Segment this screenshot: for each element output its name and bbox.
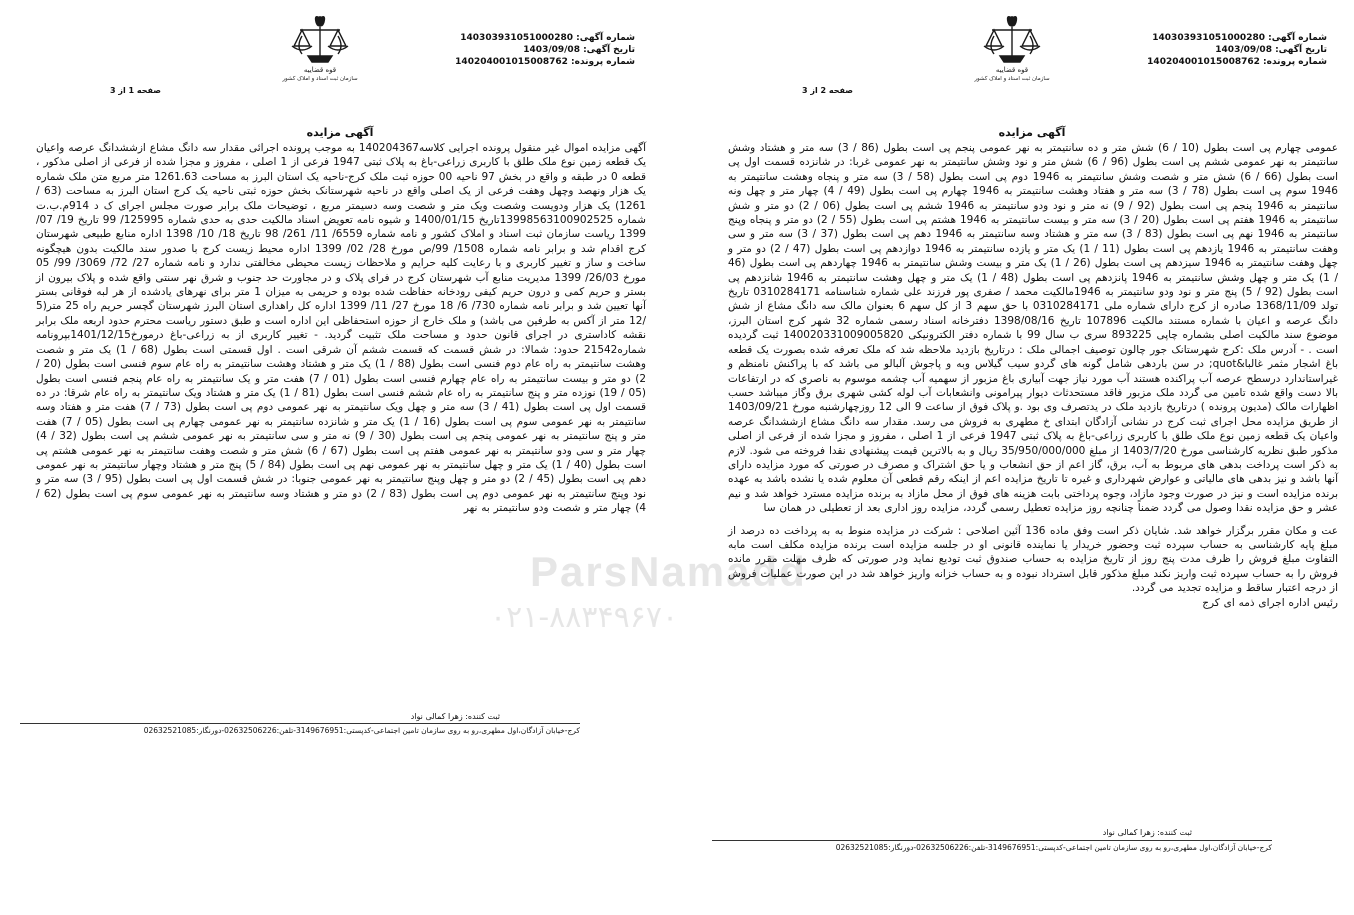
notice-body <box>728 141 1338 610</box>
notice-title: آگهی مزایده <box>998 126 1066 139</box>
notice-body <box>36 141 646 516</box>
notice-title: آگهی مزایده <box>306 126 374 139</box>
notice-meta <box>1127 32 1327 68</box>
judiciary-emblem-icon <box>280 12 360 82</box>
office-address-footer: کرج-خیابان آزادگان،اول مطهری،رو به روی سازمان تامین اجتماعی-کدپستی:3149676951-تلفن:02632506226-دورنگار:02632521085 <box>20 723 580 735</box>
watermark-phone: ۰۲۱-۸۸۳۴۹۶۷۰ <box>490 600 679 635</box>
file-number: شماره پرونده: 140204001015008762 <box>1147 57 1327 67</box>
notice-meta <box>435 32 635 68</box>
judiciary-emblem-icon <box>972 12 1052 82</box>
logo-line-2: سازمان ثبت اسناد و املاک کشور <box>282 76 358 82</box>
watermark-brand: ParsNamadd <box>530 548 807 595</box>
ad-number: شماره آگهی: 140303931051000280 <box>1152 33 1327 43</box>
office-address-footer: کرج-خیابان آزادگان،اول مطهری،رو به روی سازمان تامین اجتماعی-کدپستی:3149676951-تلفن:02632506226-دورنگار:02632521085 <box>712 840 1272 852</box>
notice-closing: رئیس اداره اجرای ذمه ای کرج <box>1202 596 1338 609</box>
page-number: صفحه 1 از 3 <box>110 86 161 95</box>
notice-paragraph: عت و مکان مقرر برگزار خواهد شد. شایان ذکر است وفق ماده 136 آئین اصلاحی : شرکت در مزایده منوط به به پرداخت ده درصد از مبلغ پایه کارشناسی به حساب سپرده ثبت وحضور خریدار یا نماینده قانونی او در جلسه مزایده است برنده مزایده مکلف است مابه التفاوت مبلغ فروش را ظرف مدت پنج روز از تاریخ مزایده به حساب صندوق ثبت تودیع نماید ودر صورتی که ظرف مهلت مقرر مانده فروش را به حساب سپرده ثبت واریز نکند مبلغ مذکور قابل استرداد نبوده و به حساب خزانه واریز خواهد شد در این صورت عملیات فروش از درجه اعتبار ساقط و مزایده تجدید می گردد. <box>728 524 1338 595</box>
logo-line-1: قوه قضاییه <box>303 66 337 74</box>
file-number: شماره پرونده: 140204001015008762 <box>455 57 635 67</box>
logo-line-1: قوه قضاییه <box>995 66 1029 74</box>
notice-page-1 <box>20 0 660 915</box>
notice-paragraph: آگهی مزایده اموال غیر منقول پرونده اجرایی کلاسه140204367 به موجب پرونده اجرائی مقدار سه دانگ مشاع ازششدانگ عرصه واعیان یک قطعه زمین نوع ملک طلق با کاربری زراعی-باغ به پلاک ثبتی 1947 فرعی از 1 اصلی ، مفروز و مجزا شده از فرعی از اصلی مذکور ، قطعه 0 در طبقه و واقع در بخش 97 ناحیه 00 حوزه ثبت ملک کرج-ناحیه یک استان البرز به مساحت 1261.63 متر مربع متن ملک شماره یک هزار ونهصد وچهل وهفت فرعی از یک اصلی واقع در ناحیه شهرستانک بخش حوزه ثبتی ناحیه یک کرج استان البرز به مساحت (63 / 1261) یک هزار ودویست وشصت ویک متر و شصت وسه دسیمتر مربع ، توضیحات ملک برابر صورت مجلس اجرای ک د 914م.ب.ت شماره 13998563100902525تاریخ 1400/01/15 و شیوه نامه تعویض اسناد مالکیت حدی به حدی شماره 125995/ 99 تاریخ 19/ 07/ 1399 ریاست سازمان ثبت اسناد و املاک کشور و نامه شماره 6559/ 11/ 261/ 98 تاریخ 18/ 10/ 1398 اداره منابع طبیعی شهرستان کرج اقدام شد و برابر نامه شماره 1508/ 99/ص مورخ 28/ 02/ 1399 اداره محیط زیست کرج با صدور سند مالکیت بدون هیچگونه ساخت و ساز و تغییر کاربری و با رعایت کلیه حرایم و ملاحظات زیست محیطی مخالفتی ندارد و نامه شماره 27/ 72/ 3069/ 99/ 05 مورخ 26/03/ 1399 مدیریت منابع آب شهرستان کرج در فرای پلاک و در مجاورت حد جنوب و شرق نهر سنتی واقع شده و پلاک بیرون از بستر و حریم کمی و درون حریم کیفی رودخانه حفاظت شده بوده و حریمی به میزان 1 متر برای نهرهای یادشده از هر لبه فوقانی بستر آنها تعیین شد و برابر نامه شماره 730/ 6/ 18 مورخ 27/ 11/ 1399 اداره کل راهداری استان البرز شهرستان گچسر حریم راه 25 متر(5 /12 متر از آکس به طرفین می باشد) و ملک خارج از حوزه استحفاظی این اداره است و طبق دستور ریاست محترم حدود اربعه ملک برابر نقشه کاداستری در اجرای قانون حدود و مساحت ملک تثبیت گردید. - تغییر کاربری از به زراعی-باغ درمورخ1401/12/15بپرونامه شماره21542 حدود: شمالا: در شش قسمت که قسمت ششم آن شرقی است . اول قسمتی است بطول (68 / 1) یک متر و شصت وهشت سانتیمتر به راه عام دوم فنسی است بطول (88 / 1) یک متر و هشتاد وهشت سانتیمتر به راه عام سوم فنسی است بطول (20 / 2) دو متر و بیست سانتیمتر به راه عام چهارم فنسی است بطول (01 / 7) هفت متر و یک سانتیمتر به راه عام پنجم فنسی است بطول (05 / 19) نوزده متر و پنج سانتیمتر به راه عام ششم فنسی است بطول (81 / 1) یک متر و هشتاد ویک سانتیمتر به راه عام شرقا: در ده قسمت اول پی است بطول (41 / 3) سه متر و چهل ویک سانتیمتر به نهر عمومی دوم پی است بطول (73 / 7) هفت متر و هفتاد وسه سانتیمتر به نهر عمومی سوم پی است بطول (16 / 1) یک متر و شانزده سانتیمتر به نهر عمومی چهارم پی است بطول (05 / 7) هفت متر و پنج سانتیمتر به نهر عمومی پنجم پی است بطول (30 / 9) نه متر و سی سانتیمتر به نهر عمومی ششم پی است بطول (32 / 4) چهار متر و سی ودو سانتیمتر به نهر عمومی هفتم پی است بطول (67 / 6) شش متر و شصت وهفت سانتیمتر به نهر عمومی هشتم پی است بطول (40 / 1) یک متر و چهل سانتیمتر به نهر عمومی نهم پی است بطول (84 / 5) پنج متر و هشتاد وچهار سانتیمتر به نهر عمومی دهم پی است بطول (45 / 2) دو متر و چهل وپنج سانتیمتر به نهر عمومی جنوبا: در شش قسمت اول پی است بطول (95 / 3) سه متر و نود وپنج سانتیمتر به نهر عمومی دوم پی است بطول (83 / 2) دو متر و هشتاد وسه سانتیمتر به نهر عمومی سوم پی است بطول (62 / 4) چهار متر و شصت ودو سانتیمتر به نهر <box>36 142 647 515</box>
registrar-signature: ثبت کننده: زهرا کمالی نواد <box>410 712 500 721</box>
ad-number: شماره آگهی: 140303931051000280 <box>460 33 635 43</box>
ad-date: تاریخ آگهی: 1403/09/08 <box>523 45 635 55</box>
page-number: صفحه 2 از 3 <box>802 86 853 95</box>
notice-page-2 <box>712 0 1352 915</box>
registrar-signature: ثبت کننده: زهرا کمالی نواد <box>1102 828 1192 837</box>
logo-line-2: سازمان ثبت اسناد و املاک کشور <box>974 76 1050 82</box>
ad-date: تاریخ آگهی: 1403/09/08 <box>1215 45 1327 55</box>
notice-paragraph: عمومی چهارم پی است بطول (10 / 6) شش متر و ده سانتیمتر به نهر عمومی پنجم پی است بطول (86 / 3) سه متر و هشتاد وشش سانتیمتر به نهر عمومی ششم پی است بطول (96 / 6) شش متر و نود وشش سانتیمتر به نهر عمومی غربا: در شانزده قسمت اول پی است بطول (66 / 6) شش متر و شصت وشش سانتیمتر به 1946 دوم پی است بطول (58 / 3) سه متر و پنجاه وهشت سانتیمتر به 1946 سوم پی است بطول (78 / 3) سه متر و هفتاد وهشت سانتیمتر به 1946 چهارم پی است بطول (49 / 4) چهار متر و چهل ونه سانتیمتر به 1946 پنجم پی است بطول (92 / 9) نه متر و نود ودو سانتیمتر به 1946 ششم پی است بطول (06 / 2) دو متر و شش سانتیمتر به 1946 هفتم پی است بطول (20 / 3) سه متر و بیست سانتیمتر به 1946 هشتم پی است بطول (55 / 2) دو متر و پنجاه وپنج سانتیمتر به 1946 نهم پی است بطول (83 / 3) سه متر و هشتاد وسه سانتیمتر به 1946 دهم پی است بطول (37 / 3) سه متر و سی وهفت سانتیمتر به 1946 یازدهم پی است بطول (11 / 1) یک متر و یازده سانتیمتر به 1946 دوازدهم پی است بطول (47 / 2) دو متر و چهل وهفت سانتیمتر به 1946 سیزدهم پی است بطول (26 / 1) یک متر و بیست وشش سانتیمتر به 1946 چهاردهم پی است بطول (46 / 1) یک متر و چهل وشش سانتیمتر به 1946 پانزدهم پی است بطول (48 / 1) یک متر و چهل وهشت سانتیمتر به 1946 شانزدهم پی است بطول (92 / 5) پنج متر و نود ودو سانتیمتر به 1946مالکیت محمد / صفری پور فرزند علی شماره شناسنامه 0310284171 تاریخ تولد 1368/11/09 صادره از کرج دارای شماره ملی 0310284171 با حق سهم 3 از کل سهم 6 بعنوان مالک سه دانگ مشاع از شش دانگ عرصه و اعیان با شماره مستند مالکیت 107896 تاریخ 1398/08/16 دفترخانه اسناد رسمی شماره 32 شهر کرج استان البرز، موضوع سند مالکیت اصلی بشماره چاپی 893225 سری ب سال 99 با شماره دفتر الکترونیکی 140020331009005820 ثبت گردیده است . - آدرس ملک :کرج شهرستانک جور چالون توصیف اجمالی ملک : درتاریخ بازدید ملاحظه شد که ملک تعرفه شده بصورت یک قطعه باغ اشجار مثمر غالبا&quot; در سن باردهی شامل گونه های گردو سیب گیلاس وبه و پاجوش آلبالو می باشد که با پراکنش نامنظم و غیراستاندارد درسطح عرصه آب پراکنده هستند آب مورد نیاز جهت آبیاری باغ مزبور از سهمیه آب چشمه موسوم به ناصری که در ارتفاعات بالا دست واقع شده تامین می گردد ملک مزبور فاقد مستحدثات دیوار پیرامونی وانشعابات آب لوله کشی شهری برق وگاز میباشد حسب اظهارات مالک (مدیون پرونده ) درتاریخ بازدید ملک در یدتصرف وی بود .و پلاک فوق از ساعت 9 الی 12 روزچهارشنبه مورخ 1403/09/21 از طریق مزایده محل اجرای ثبت کرج در نشانی آزادگان ابتدای خ مطهری به فروش می رسد. مقدار سه دانگ مشاع ازششدانگ عرصه واعیان یک قطعه زمین نوع ملک طلق با کاربری زراعی-باغ به پلاک ثبتی 1947 فرعی از 1 اصلی ، مفروز و مجزا شده از فرعی از اصلی مذکور طبق نظریه کارشناسی مورخ 1403/7/20 از مبلغ 35/950/000/000 ریال و به بالاترین قیمت پیشنهادی نقدا فروخته می شود. لازم به ذکر است پرداخت بدهی های مربوط به آب، برق، گاز اعم از حق انشعاب و یا حق اشتراک و مصرف در صورتی که مورد مزایده دارای آنها باشد و نیز بدهی های مالیاتی و عوارض شهرداری و غیره تا تاریخ مزایده اعم از اینکه رقم قطعی آن معلوم شده یا نشده باشد به عهده برنده مزایده است و نیز در صورت وجود مازاد، وجوه پرداختی بابت هزینه های فوق از محل مازاد به برنده مزایده مسترد خواهد شد و نیم عشر و حق مزایده نقدا وصول می گردد ضمناً چنانچه روز مزایده تعطیل رسمی گردد، مزایده روز اداری بعد از تعطیلی در همان سا <box>728 142 1339 515</box>
